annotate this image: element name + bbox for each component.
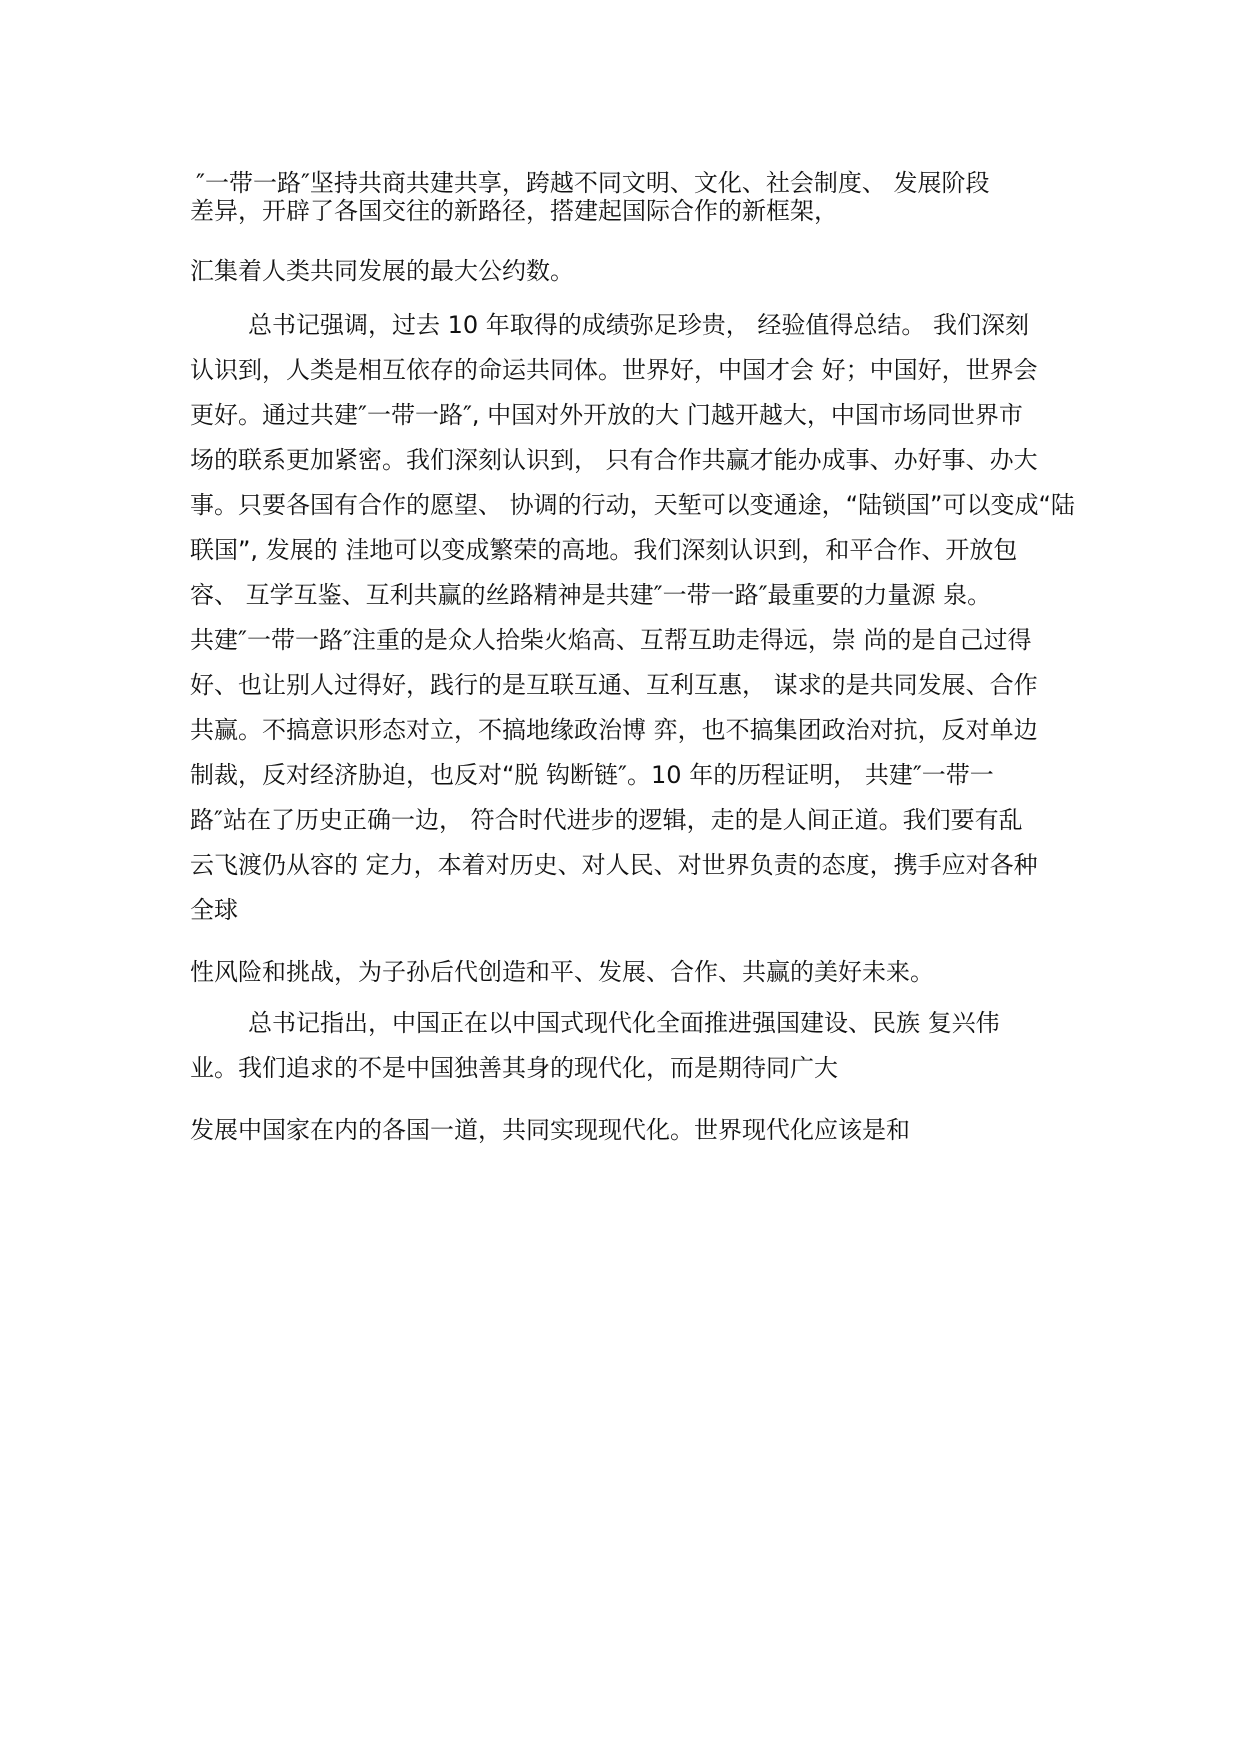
text-line: 认识到，人类是相互依存的命运共同体。世界好，中国才会 好；中国好，世界会: [190, 356, 1038, 384]
text-line: 差异，开辟了各国交往的新路径，搭建起国际合作的新框架，: [190, 197, 838, 225]
text-line: 事。只要各国有合作的愿望、 协调的行动，天堑可以变通途，“陆锁国”可以变成“陆: [190, 491, 1075, 519]
text-line: 业。我们追求的不是中国独善其身的现代化，而是期待同广大: [190, 1054, 838, 1082]
text-line: 汇集着人类共同发展的最大公约数。: [190, 257, 574, 285]
text-line: 性风险和挑战，为子孙后代创造和平、发展、合作、共赢的美好未来。: [190, 958, 934, 986]
text-line: 共建″一带一路″注重的是众人拾柴火焰高、互帮互助走得远，崇 尚的是自己过得: [190, 626, 1032, 654]
text-line: 场的联系更加紧密。我们深刻认识到， 只有合作共赢才能办成事、办好事、办大: [190, 446, 1038, 474]
text-line: 共赢。不搞意识形态对立，不搞地缘政治博 弈，也不搞集团政治对抗，反对单边: [190, 716, 1038, 744]
text-line: 好、也让别人过得好，践行的是互联互通、互利互惠， 谋求的是共同发展、合作: [190, 671, 1038, 699]
text-line: 更好。通过共建″一带一路″, 中国对外开放的大 门越开越大，中国市场同世界市: [190, 401, 1023, 429]
text-line: ″一带一路″坚持共商共建共享，跨越不同文明、文化、社会制度、 发展阶段: [196, 169, 990, 197]
text-line: 云飞渡仍从容的 定力，本着对历史、对人民、对世界负责的态度，携手应对各种: [190, 851, 1038, 879]
text-line: 发展中国家在内的各国一道，共同实现现代化。世界现代化应该是和: [190, 1116, 910, 1144]
text-line: 总书记强调，过去 10 年取得的成绩弥足珍贵， 经验值得总结。 我们深刻: [248, 311, 1030, 339]
text-line: 路″站在了历史正确一边， 符合时代进步的逻辑，走的是人间正道。我们要有乱: [190, 806, 1023, 834]
text-line: 容、 互学互鉴、互利共赢的丝路精神是共建″一带一路″最重要的力量源 泉。: [190, 581, 992, 609]
text-line: 联国”, 发展的 洼地可以变成繁荣的高地。我们深刻认识到，和平合作、开放包: [190, 536, 1018, 564]
text-line: 制裁，反对经济胁迫，也反对“脱 钩断链″。10 年的历程证明， 共建″一带一: [190, 761, 994, 789]
text-line: 全球: [190, 896, 238, 924]
text-line: 总书记指出，中国正在以中国式现代化全面推进强国建设、民族 复兴伟: [248, 1009, 1000, 1037]
